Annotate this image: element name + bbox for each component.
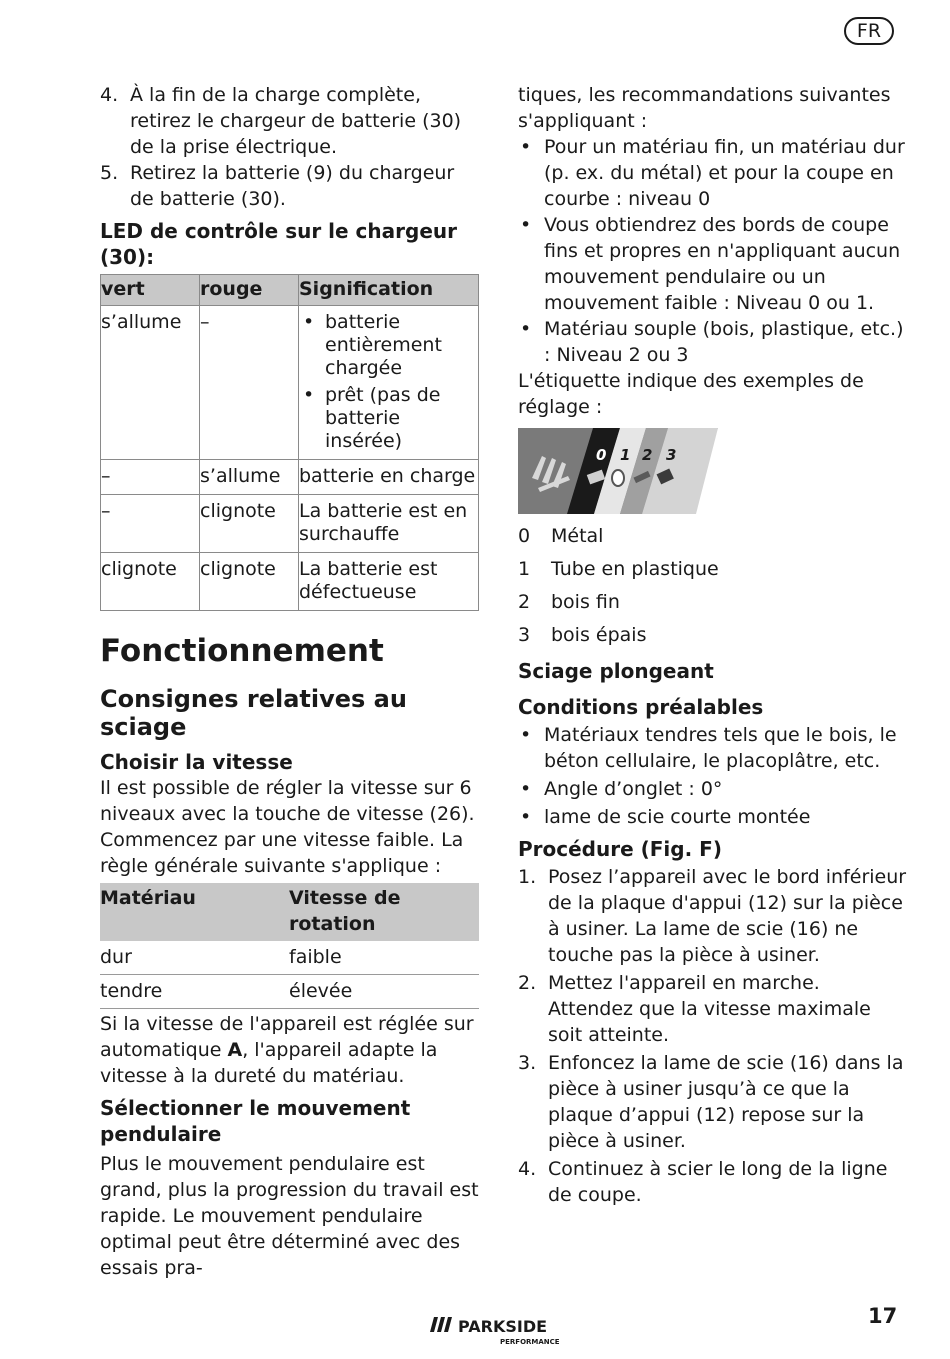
step-text: Mettez l'appareil en marche. Attendez que la vitesse maximale soit atteinte. (548, 972, 871, 1046)
heading-sciage-plongeant: Sciage plongeant (518, 659, 714, 683)
legend-value: Tube en plastique (551, 558, 719, 580)
step-text: Posez l’appareil avec le bord inférieur de la plaque d'appui (12) sur la pièce à usiner. La lame de scie (16) ne touche pas la pièce à usiner. (548, 866, 907, 966)
legend-value: bois épais (551, 624, 647, 646)
step-text: À la fin de la charge complète, retirez le chargeur de batterie (30) de la prise électrique. (130, 84, 462, 158)
list-item (518, 1156, 908, 1208)
step-text: Enfoncez la lame de scie (16) dans la pièce à usiner jusqu’à ce que la plaque d’appui (12) repose sur la pièce à usiner. (548, 1052, 904, 1152)
legend-key: 1 (518, 558, 531, 580)
step-number: 5. (100, 162, 119, 184)
cell-text: batterie entièrement chargée (325, 311, 442, 379)
legend-key: 3 (518, 624, 531, 646)
recommendations-list (518, 134, 908, 368)
label-digit: 2 (642, 446, 653, 464)
plastic-tube-icon (612, 470, 624, 486)
table-row (101, 553, 479, 611)
column-header: Signification (299, 275, 479, 306)
list-item (518, 1050, 908, 1154)
step-number: 4. (100, 84, 119, 106)
table-cell: tendre (100, 975, 289, 1009)
legend-row (518, 553, 908, 586)
paragraph-automatique (100, 1011, 480, 1089)
step-text: Continuez à scier le long de la ligne de coupe. (548, 1158, 888, 1206)
language-badge: FR (844, 17, 894, 45)
label-legend (518, 520, 908, 652)
column-header: Matériau (100, 883, 289, 941)
list-item: • Matériaux tendres tels que le bois, le béton cellulaire, le placoplâtre, etc. (520, 724, 897, 772)
label-digit: 0 (596, 446, 607, 464)
list-text: Matériaux tendres tels que le bois, le béton cellulaire, le placoplâtre, etc. (544, 724, 897, 772)
table-cell: – (101, 460, 200, 495)
list-item (518, 970, 908, 1048)
led-heading: LED de contrôle sur le chargeur (30): (100, 219, 457, 269)
legend-row (518, 619, 908, 652)
table-row (101, 460, 479, 495)
table-cell: dur (100, 941, 289, 975)
list-item (100, 82, 480, 160)
list-item (518, 864, 908, 968)
pendulum-setting-label-illustration (518, 428, 718, 514)
paragraph-pendulaire: Plus le mouvement pendulaire est grand, plus la progression du travail est rapide. Le mouvement pendulaire optimal peut être déterminé avec des essais pra- (100, 1153, 479, 1279)
table-header-row (101, 275, 479, 306)
table-cell: La batterie est défectueuse (299, 553, 479, 611)
paragraph-continuation: tiques, les recommandations suivantes s'appliquant : (518, 84, 891, 132)
paragraph-vitesse: Il est possible de régler la vitesse sur 6 niveaux avec la touche de vitesse (26). Commencez par une vitesse faible. La règle générale suivante s'applique : (100, 777, 475, 877)
right-column (518, 82, 908, 1208)
list-text: Vous obtiendrez des bords de coupe fins et propres en n'appliquant aucun mouvement pendulaire ou un mouvement faible : Niveau 0 ou 1. (544, 214, 901, 314)
table-header-row (100, 883, 479, 941)
table-cell: La batterie est en surchauffe (299, 495, 479, 553)
text-span: Si la vitesse de l'appareil est réglée sur automatique (100, 1013, 474, 1061)
led-table (100, 274, 479, 611)
list-text: lame de scie courte montée (544, 806, 811, 828)
step-number: 4. (518, 1158, 537, 1180)
table-cell: s’allume (200, 460, 299, 495)
step-number: 2. (518, 972, 537, 994)
conditions-list (518, 722, 908, 830)
charge-steps-list (100, 82, 480, 212)
label-digit: 1 (620, 446, 631, 464)
text-span: , l'appareil adapte la vitesse à la dureté du matériau. (100, 1039, 438, 1087)
legend-key: 0 (518, 525, 531, 547)
section-title-fonctionnement: Fonctionnement (100, 633, 384, 669)
legend-key: 2 (518, 591, 531, 613)
table-cell: – (101, 495, 200, 553)
table-row (100, 975, 479, 1009)
list-text: Pour un matériau fin, un matériau dur (p. ex. du métal) et pour la coupe en courbe : niveau 0 (544, 136, 905, 210)
parkside-logo (428, 1313, 578, 1347)
list-item: • Pour un matériau fin, un matériau dur (p. ex. du métal) et pour la coupe en courbe : niveau 0 (520, 136, 905, 210)
heading-mouvement-pendulaire: Sélectionner le mouvement pendulaire (100, 1096, 411, 1146)
step-text: Retirez la batterie (9) du chargeur de batterie (30). (130, 162, 455, 210)
procedure-list (518, 864, 908, 1208)
table-cell: élevée (289, 975, 479, 1009)
heading-conditions: Conditions préalables (518, 695, 764, 719)
table-cell: clignote (200, 553, 299, 611)
paragraph-etiquette: L'étiquette indique des exemples de réglage : (518, 370, 864, 418)
table-cell: clignote (101, 553, 200, 611)
column-header: Vitesse de rotation (289, 883, 479, 941)
table-cell: – (200, 306, 299, 460)
step-number: 1. (518, 866, 537, 888)
column-header: vert (101, 275, 200, 306)
legend-value: Métal (551, 525, 604, 547)
table-row (101, 306, 479, 460)
table-cell: clignote (200, 495, 299, 553)
list-text: Angle d’onglet : 0° (544, 778, 723, 800)
list-item: • lame de scie courte montée (520, 806, 811, 828)
list-item: • Vous obtiendrez des bords de coupe fins et propres en n'appliquant aucun mouvement pendulaire ou un mouvement faible : Niveau 0 ou 1. (520, 214, 901, 314)
table-cell: batterie en charge (299, 460, 479, 495)
table-row (101, 495, 479, 553)
legend-row (518, 520, 908, 553)
table-cell: faible (289, 941, 479, 975)
table-row (100, 941, 479, 975)
list-item: • batterie entièrement chargée (303, 311, 442, 379)
table-cell (299, 306, 479, 460)
list-item: • prêt (pas de batterie insérée) (303, 384, 441, 452)
parkside-slashes-icon (430, 1317, 452, 1332)
logo-brand-text: PARKSIDE (458, 1317, 548, 1336)
list-item: • Matériau souple (bois, plastique, etc.) : Niveau 2 ou 3 (520, 318, 904, 366)
speed-table (100, 883, 479, 1009)
heading-choisir-vitesse: Choisir la vitesse (100, 750, 293, 774)
list-item: • Angle d’onglet : 0° (520, 778, 723, 800)
left-column (100, 82, 480, 1281)
logo-sub-text: PERFORMANCE (500, 1338, 560, 1346)
legend-value: bois fin (551, 591, 620, 613)
heading-procedure: Procédure (Fig. F) (518, 837, 722, 861)
cell-text: prêt (pas de batterie insérée) (325, 384, 441, 452)
table-cell: s’allume (101, 306, 200, 460)
label-digit: 3 (666, 446, 677, 464)
bold-mode-letter: A (227, 1039, 243, 1061)
list-item (100, 160, 480, 212)
step-number: 3. (518, 1052, 537, 1074)
column-header: rouge (200, 275, 299, 306)
page-number: 17 (868, 1304, 898, 1328)
legend-row (518, 586, 908, 619)
subsection-title-consignes: Consignes relatives au sciage (100, 685, 407, 741)
list-text: Matériau souple (bois, plastique, etc.) : Niveau 2 ou 3 (544, 318, 904, 366)
